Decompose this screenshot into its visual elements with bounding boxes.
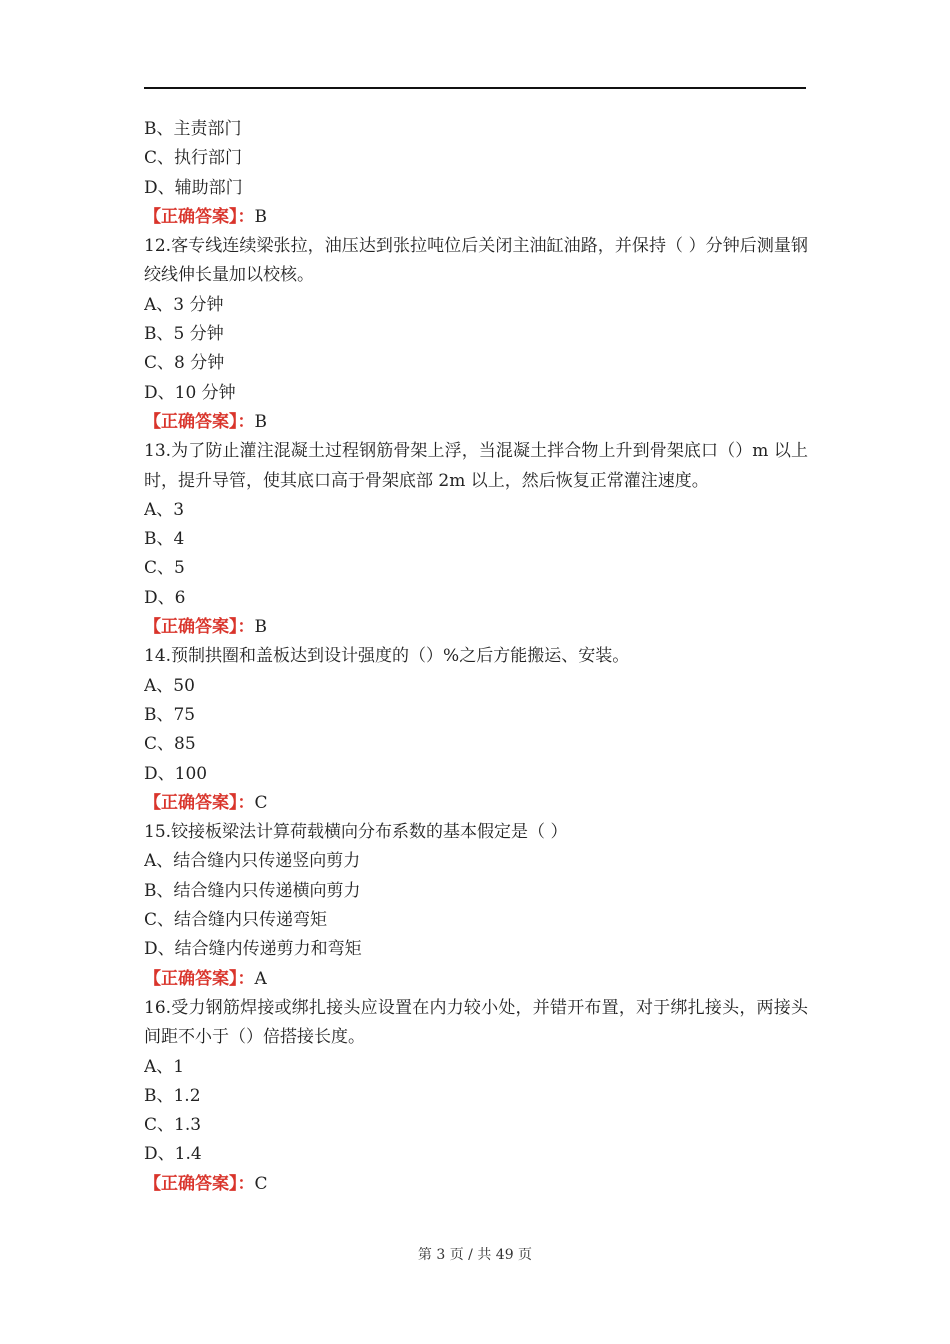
answer-line: [144, 203, 808, 232]
option: D、100: [144, 763, 208, 784]
option: A、3 分钟: [144, 294, 224, 315]
option: C、5: [144, 558, 185, 579]
option: C、8 分钟: [144, 353, 225, 374]
option: B、75: [144, 704, 196, 725]
answer-line: [144, 789, 808, 818]
prev-question-block: [144, 115, 808, 232]
answer-value: C: [254, 1173, 268, 1194]
answer-label: 【正确答案】：: [144, 206, 255, 227]
header-rule: [144, 87, 806, 89]
option: D、结合缝内传递剪力和弯矩: [144, 939, 362, 960]
question-block: [144, 232, 808, 437]
option: C、结合缝内只传递弯矩: [144, 910, 328, 931]
option: C、执行部门: [144, 148, 243, 169]
option: A、50: [144, 675, 195, 696]
answer-label: 【正确答案】：: [144, 792, 255, 813]
question-text: 16.受力钢筋焊接或绑扎接头应设置在内力较小处，并错开布置，对于绑扎接头，两接头间距不小于（）倍搭接长度。: [144, 997, 808, 1048]
question-block: [144, 994, 808, 1199]
answer-label: 【正确答案】：: [144, 968, 255, 989]
answer-line: [144, 613, 808, 642]
question-text: 14.预制拱圈和盖板达到设计强度的（）%之后方能搬运、安装。: [144, 646, 630, 667]
answer-label: 【正确答案】：: [144, 411, 255, 432]
answer-value: B: [254, 411, 267, 432]
option: D、辅助部门: [144, 177, 243, 198]
option: B、结合缝内只传递横向剪力: [144, 880, 361, 901]
option: A、结合缝内只传递竖向剪力: [144, 851, 361, 872]
answer-value: C: [254, 792, 268, 813]
option: D、6: [144, 587, 186, 608]
option: B、主责部门: [144, 119, 242, 139]
option: B、4: [144, 529, 185, 550]
question-block: [144, 818, 808, 994]
option: C、85: [144, 734, 196, 755]
answer-label: 【正确答案】：: [144, 617, 255, 638]
answer-value: B: [254, 617, 267, 638]
page-footer: 第 3 页 / 共 49 页: [417, 1247, 533, 1263]
answer-value: A: [254, 968, 267, 989]
option: A、3: [144, 499, 185, 520]
answer-label: 【正确答案】：: [144, 1173, 255, 1194]
option: D、10 分钟: [144, 382, 236, 403]
question-text: 12.客专线连续梁张拉，油压达到张拉吨位后关闭主油缸油路，并保持（ ）分钟后测量钢绞线伸长量加以校核。: [144, 236, 808, 286]
option: B、1.2: [144, 1085, 201, 1106]
question-block: [144, 437, 808, 642]
option: B、5 分钟: [144, 324, 224, 345]
answer-line: [144, 408, 808, 437]
option: D、1.4: [144, 1144, 202, 1165]
option: C、1.3: [144, 1115, 202, 1136]
question-text: 13.为了防止灌注混凝土过程钢筋骨架上浮，当混凝土拌合物上升到骨架底口（）m 以上时，提升导管，使其底口高于骨架底部 2m 以上，然后恢复正常灌注速度。: [144, 441, 808, 491]
option: A、1: [144, 1056, 185, 1077]
question-text: 15.铰接板梁法计算荷载横向分布系数的基本假定是（ ）: [144, 822, 568, 843]
question-block: [144, 642, 808, 818]
document-body: [144, 115, 808, 1199]
answer-line: [144, 965, 808, 994]
answer-value: B: [254, 206, 267, 227]
answer-line: [144, 1170, 808, 1199]
